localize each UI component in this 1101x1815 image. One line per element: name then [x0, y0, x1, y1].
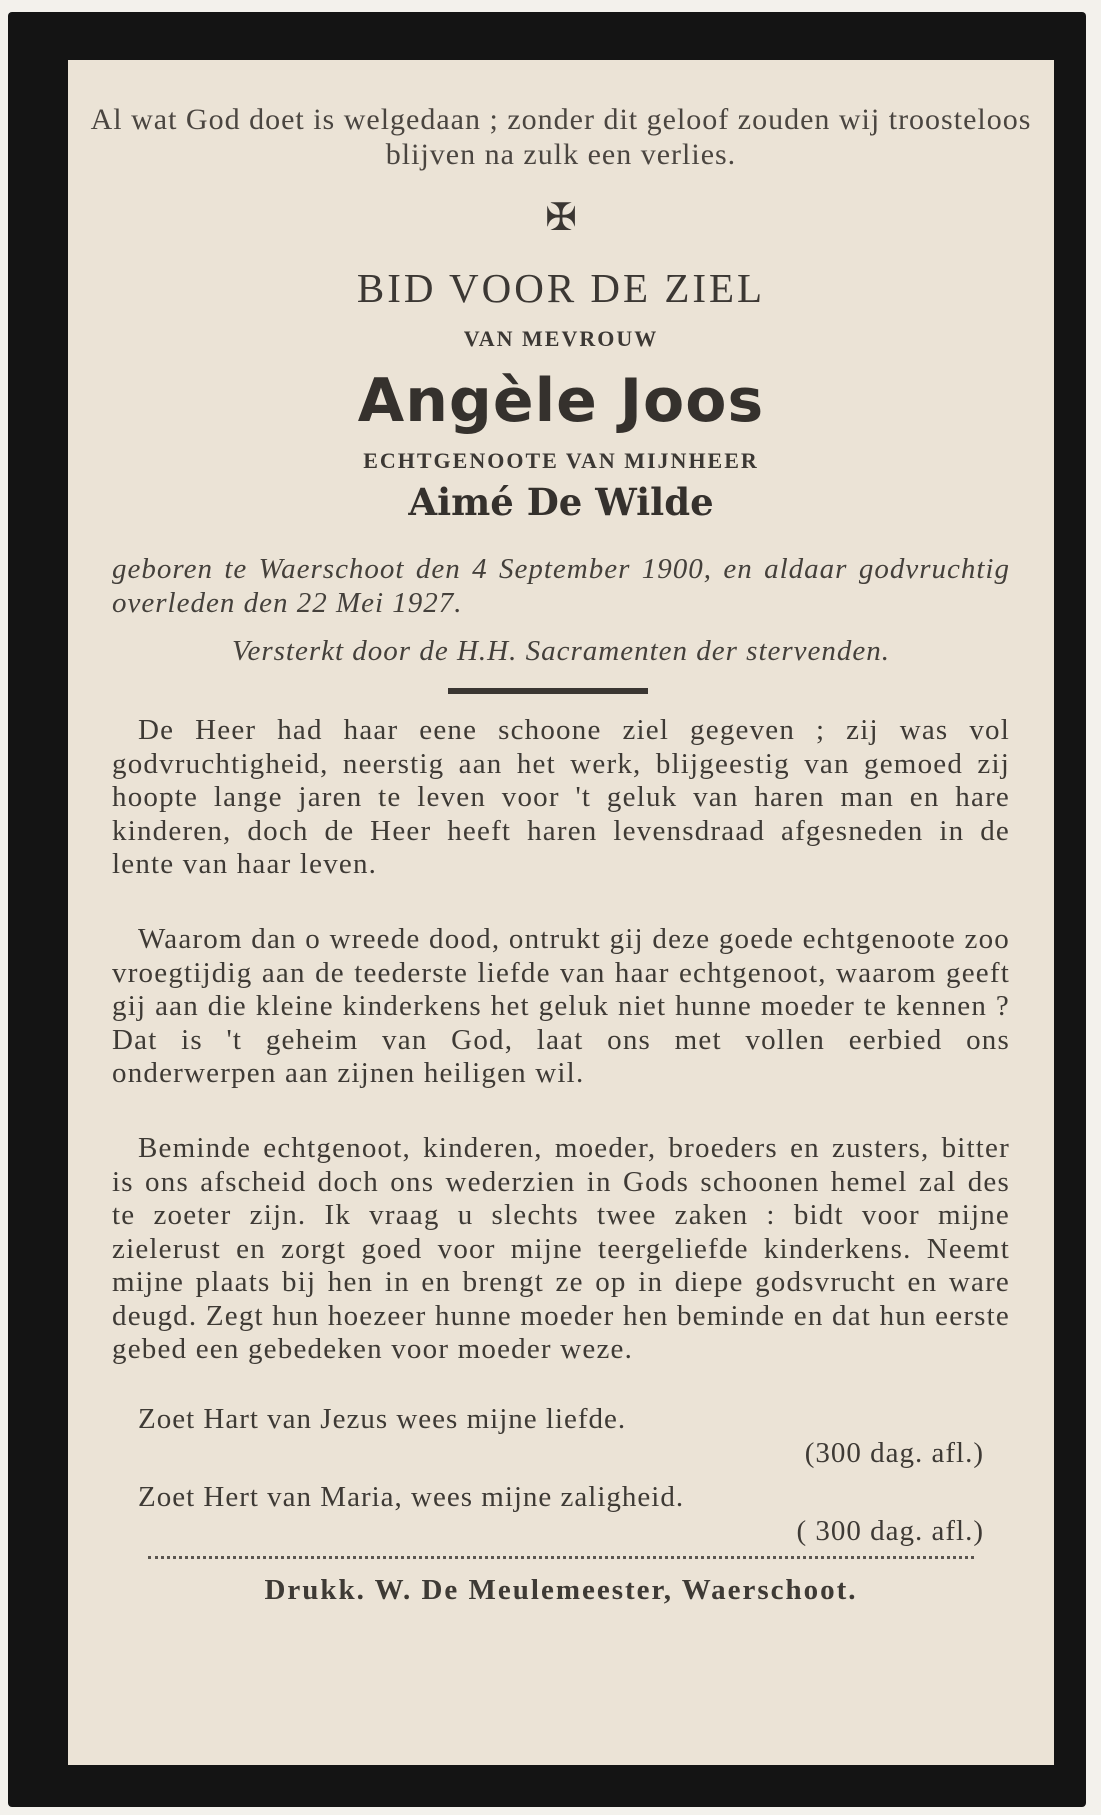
birth-death-dates: geboren te Waerschoot den 4 September 1900, en aldaar godvruchtig overleden den 22 Mei 1927.: [112, 553, 1010, 619]
deceased-name: Angèle Joos: [357, 366, 765, 436]
opening-verse: Al wat God doet is welgedaan ; zonder dit geloof zouden wij troosteloos blijven na zulk een verlies.: [90, 103, 1032, 171]
divider-rule: [448, 688, 648, 694]
indulgence: (300 dag. afl.): [804, 1437, 984, 1469]
sacraments-line: Versterkt door de H.H. Sacramenten der stervenden.: [231, 635, 891, 667]
paragraph-3: Beminde echtgenoot, kinderen, moeder, broeders en zusters, bitter is ons afscheid doch ons wederzien in Gods schoonen hemel zal des te zoeter zijn. Ik vraag u slechts twee zaken : bidt voor mijne zielerust en zorgt goed voor mijne teergeliefde kinderkens. Neemt mijne plaats bij hen in en brengt ze op in diepe godsvrucht en ware deugd. Zegt hun hoezeer hunne moeder hen beminde en dat hun eerste gebed een gebedeken voor moeder weze.: [112, 1132, 1010, 1365]
indulgence: ( 300 dag. afl.): [796, 1515, 984, 1547]
paragraph-1: De Heer had haar eene schoone ziel gegeven ; zij was vol godvruchtigheid, neerstig aan het werk, blijgeestig van gemoed zij hoopte lange jaren te leven voor 't geluk van haren man en hare kinderen, doch de Heer heeft haren levensdraad afgesneden in de lente van haar leven.: [112, 714, 1010, 880]
memorial-card: [8, 12, 1086, 1807]
van-mevrouw: VAN MEVROUW: [463, 326, 659, 351]
prayer-text: Zoet Hart van Jezus wees mijne liefde.: [138, 1403, 627, 1435]
dotted-divider: [148, 1556, 974, 1559]
prayer-jezus: [138, 1402, 984, 1470]
prayer-text: Zoet Hert van Maria, wees mijne zaligheid.: [138, 1481, 685, 1513]
spouse-name: Aimé De Wilde: [408, 480, 714, 524]
heading: BID VOOR DE ZIEL: [356, 265, 766, 311]
spouse-label: ECHTGENOOTE VAN MIJNHEER: [363, 448, 759, 473]
cross-icon: ✠: [545, 197, 577, 239]
paragraph-2: Waarom dan o wreede dood, ontrukt gij deze goede echtgenoote zoo vroegtijdig aan de teederste liefde van haar echtgenoot, waarom geeft gij aan die kleine kinderkens het geluk niet hunne moeder te kennen ? Dat is 't geheim van God, laat ons met vollen eerbied ons onderwerpen aan zijnen heiligen wil.: [112, 923, 1010, 1089]
prayer-maria: [138, 1480, 984, 1548]
card-paper: [68, 60, 1054, 1765]
printer-credit: Drukk. W. De Meulemeester, Waerschoot.: [264, 1574, 858, 1606]
